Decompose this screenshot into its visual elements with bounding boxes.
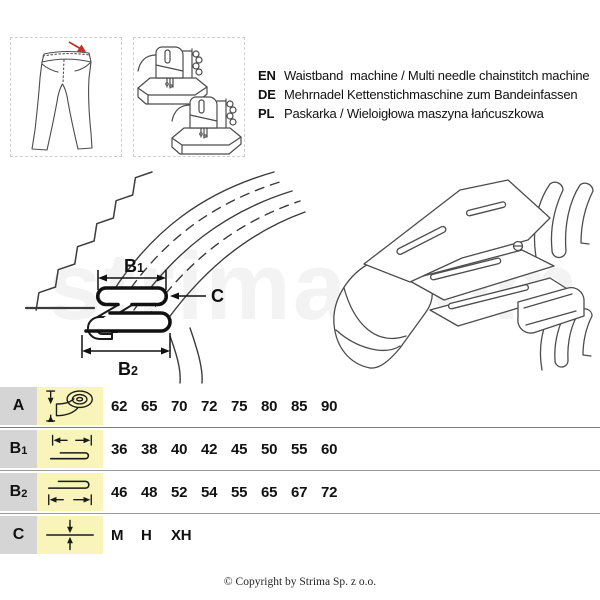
row-label-c: C xyxy=(0,516,37,554)
lang-code: EN xyxy=(258,68,276,83)
row-icon-cell xyxy=(37,473,103,511)
row-icon-cell xyxy=(37,430,103,468)
lang-code: PL xyxy=(258,106,275,121)
table-divider xyxy=(0,468,600,473)
row-values: 62 65 70 72 75 80 85 90 xyxy=(111,397,338,415)
sewing-machines-illustration xyxy=(134,38,244,156)
table-divider xyxy=(0,425,600,430)
description-de xyxy=(258,85,589,104)
table-row-a xyxy=(0,387,600,425)
table-divider xyxy=(0,511,600,516)
row-values: 46 48 52 54 55 65 67 72 xyxy=(111,483,338,501)
dim-c-label: C xyxy=(211,286,224,306)
lang-text: Paskarka / Wieloigłowa maszyna łańcuszkowa xyxy=(284,106,544,121)
product-descriptions xyxy=(258,66,589,123)
svg-text:B2: B2 xyxy=(118,359,138,379)
row-label-b1: B 1 xyxy=(0,430,37,468)
row-label-a: A xyxy=(0,387,37,425)
folder-attachment-illustration xyxy=(312,162,597,387)
jeans-illustration-box xyxy=(10,37,122,157)
row-icon-cell xyxy=(37,516,103,554)
machines-illustration-box xyxy=(133,37,245,157)
svg-text:B1: B1 xyxy=(124,256,144,276)
jeans-illustration xyxy=(11,38,121,156)
fold-bottom-width-icon xyxy=(41,475,99,509)
row-icon-cell xyxy=(37,387,103,425)
description-pl xyxy=(258,104,589,123)
fold-top-width-icon xyxy=(41,432,99,466)
waistband-pointer-arrow xyxy=(69,42,86,52)
dim-b1-label: B xyxy=(124,256,137,276)
band-thickness-icon xyxy=(41,518,99,552)
description-en xyxy=(258,66,589,85)
dim-b2-label: B xyxy=(118,359,131,379)
row-values: M H XH xyxy=(111,526,192,544)
row-label-b2: B 2 xyxy=(0,473,37,511)
lang-text: Mehrnadel Kettenstichmaschine zum Bandeinfassen xyxy=(284,87,578,102)
size-spec-table xyxy=(0,387,600,554)
waistband-fold-diagram xyxy=(20,168,310,386)
copyright-text: © Copyright by Strima Sp. z o.o. xyxy=(223,576,377,588)
table-row-b1 xyxy=(0,430,600,468)
lang-text: Waistband machine / Multi needle chainstitch machine xyxy=(284,68,590,83)
table-row-c xyxy=(0,516,600,554)
table-row-b2 xyxy=(0,473,600,511)
lang-code: DE xyxy=(258,87,276,102)
tape-width-icon xyxy=(41,388,99,424)
row-values: 36 38 40 42 45 50 55 60 xyxy=(111,440,338,458)
